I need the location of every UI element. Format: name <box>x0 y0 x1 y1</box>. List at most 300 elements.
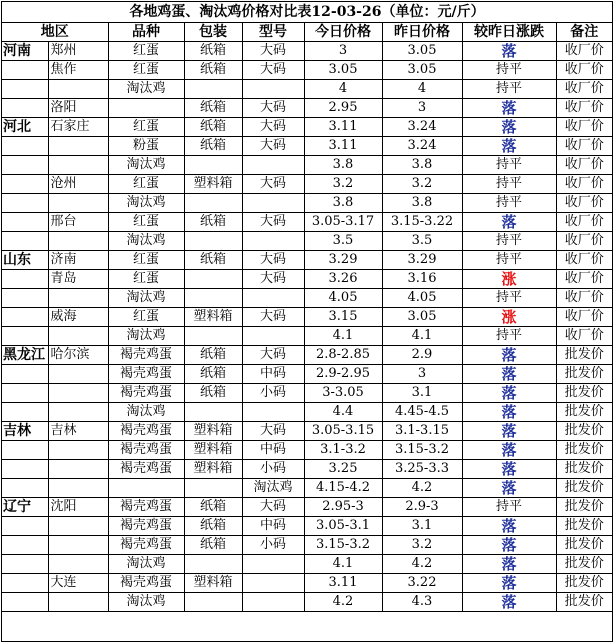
cell-yesterday-price: 2.9 <box>382 346 462 365</box>
table-row <box>2 422 612 441</box>
cell-pack: 塑料箱 <box>184 441 242 460</box>
cell-pack: 塑料箱 <box>184 460 242 479</box>
cell-city: 威海 <box>48 308 108 327</box>
cell-note: 收厂价 <box>556 61 612 80</box>
cell-pack: 纸箱 <box>184 346 242 365</box>
cell-city: 大连 <box>48 574 108 593</box>
cell-pack: 纸箱 <box>184 99 242 118</box>
cell-city <box>48 460 108 479</box>
cell-size: 大码 <box>242 346 304 365</box>
header-pack: 包装 <box>184 23 242 42</box>
cell-pack: 纸箱 <box>184 517 242 536</box>
cell-today-price: 3.2 <box>304 175 382 194</box>
header-change: 较昨日涨跌 <box>462 23 556 42</box>
cell-variety: 褐壳鸡蛋 <box>108 517 184 536</box>
cell-yesterday-price: 3 <box>382 365 462 384</box>
cell-city <box>48 289 108 308</box>
cell-change: 落 <box>462 365 556 384</box>
cell-province <box>2 536 48 555</box>
cell-yesterday-price: 3.1-3.15 <box>382 422 462 441</box>
cell-today-price: 4.1 <box>304 327 382 346</box>
cell-city <box>48 137 108 156</box>
cell-city: 石家庄 <box>48 118 108 137</box>
cell-city: 济南 <box>48 251 108 270</box>
cell-variety: 褐壳鸡蛋 <box>108 574 184 593</box>
cell-today-price: 3.26 <box>304 270 382 289</box>
cell-yesterday-price: 3.24 <box>382 118 462 137</box>
table-row <box>2 403 612 422</box>
cell-variety: 褐壳鸡蛋 <box>108 346 184 365</box>
table-row <box>2 536 612 555</box>
cell-pack: 纸箱 <box>184 61 242 80</box>
price-table <box>2 23 612 612</box>
cell-change: 落 <box>462 384 556 403</box>
cell-province <box>2 441 48 460</box>
cell-variety <box>108 479 184 498</box>
header-yesterday-price: 昨日价格 <box>382 23 462 42</box>
table-title: 各地鸡蛋、淘汰鸡价格对比表12-03-26（单位：元/斤） <box>2 2 612 23</box>
cell-pack: 纸箱 <box>184 384 242 403</box>
cell-yesterday-price: 3.24 <box>382 137 462 156</box>
cell-yesterday-price: 4.05 <box>382 289 462 308</box>
cell-note: 批发价 <box>556 479 612 498</box>
cell-pack <box>184 80 242 99</box>
cell-today-price: 4.15-4.2 <box>304 479 382 498</box>
table-row <box>2 441 612 460</box>
cell-city: 沧州 <box>48 175 108 194</box>
cell-size: 中码 <box>242 517 304 536</box>
cell-change: 落 <box>462 460 556 479</box>
cell-variety: 粉蛋 <box>108 137 184 156</box>
cell-province: 辽宁 <box>2 498 48 517</box>
cell-city <box>48 156 108 175</box>
cell-today-price: 3.5 <box>304 232 382 251</box>
cell-today-price: 4 <box>304 80 382 99</box>
cell-yesterday-price: 4.1 <box>382 327 462 346</box>
cell-province <box>2 308 48 327</box>
cell-yesterday-price: 3.05 <box>382 61 462 80</box>
cell-today-price: 4.2 <box>304 593 382 612</box>
cell-change: 落 <box>462 536 556 555</box>
table-row <box>2 61 612 80</box>
header-variety: 品种 <box>108 23 184 42</box>
cell-variety: 淘汰鸡 <box>108 194 184 213</box>
table-row <box>2 479 612 498</box>
cell-pack: 塑料箱 <box>184 422 242 441</box>
cell-note: 批发价 <box>556 403 612 422</box>
cell-yesterday-price: 3.15-3.2 <box>382 441 462 460</box>
cell-note: 批发价 <box>556 593 612 612</box>
cell-province <box>2 194 48 213</box>
cell-note: 收厂价 <box>556 270 612 289</box>
cell-change: 持平 <box>462 156 556 175</box>
cell-yesterday-price: 3 <box>382 99 462 118</box>
cell-city <box>48 517 108 536</box>
cell-size: 小码 <box>242 536 304 555</box>
cell-note: 批发价 <box>556 555 612 574</box>
cell-city <box>48 384 108 403</box>
table-row <box>2 42 612 61</box>
cell-change: 持平 <box>462 232 556 251</box>
cell-note: 批发价 <box>556 460 612 479</box>
cell-variety: 褐壳鸡蛋 <box>108 441 184 460</box>
cell-variety: 褐壳鸡蛋 <box>108 365 184 384</box>
cell-note: 批发价 <box>556 441 612 460</box>
cell-change: 落 <box>462 99 556 118</box>
cell-province <box>2 99 48 118</box>
cell-province <box>2 232 48 251</box>
cell-size: 大码 <box>242 422 304 441</box>
cell-variety: 淘汰鸡 <box>108 156 184 175</box>
cell-city: 青岛 <box>48 270 108 289</box>
cell-pack <box>184 555 242 574</box>
cell-pack <box>184 289 242 308</box>
cell-today-price: 3-3.05 <box>304 384 382 403</box>
cell-note: 批发价 <box>556 498 612 517</box>
cell-pack: 纸箱 <box>184 137 242 156</box>
cell-pack <box>184 479 242 498</box>
cell-variety: 红蛋 <box>108 175 184 194</box>
cell-yesterday-price: 3.16 <box>382 270 462 289</box>
cell-city: 哈尔滨 <box>48 346 108 365</box>
cell-province <box>2 175 48 194</box>
cell-city: 吉林 <box>48 422 108 441</box>
table-row <box>2 251 612 270</box>
cell-size: 大码 <box>242 118 304 137</box>
cell-size <box>242 327 304 346</box>
cell-variety <box>108 99 184 118</box>
cell-variety: 红蛋 <box>108 251 184 270</box>
cell-today-price: 2.95-3 <box>304 498 382 517</box>
cell-today-price: 3.05-3.15 <box>304 422 382 441</box>
cell-province: 河南 <box>2 42 48 61</box>
cell-province <box>2 403 48 422</box>
cell-change: 落 <box>462 593 556 612</box>
table-row <box>2 118 612 137</box>
cell-change: 涨 <box>462 270 556 289</box>
cell-pack: 纸箱 <box>184 251 242 270</box>
cell-pack <box>184 194 242 213</box>
cell-note: 收厂价 <box>556 232 612 251</box>
table-row <box>2 80 612 99</box>
cell-pack: 纸箱 <box>184 118 242 137</box>
cell-variety: 淘汰鸡 <box>108 80 184 99</box>
header-size: 型号 <box>242 23 304 42</box>
cell-today-price: 3.29 <box>304 251 382 270</box>
cell-variety: 红蛋 <box>108 42 184 61</box>
cell-yesterday-price: 3.2 <box>382 175 462 194</box>
cell-size <box>242 80 304 99</box>
cell-variety: 红蛋 <box>108 213 184 232</box>
cell-note: 批发价 <box>556 346 612 365</box>
cell-yesterday-price: 3.2 <box>382 536 462 555</box>
cell-size <box>242 194 304 213</box>
cell-city: 焦作 <box>48 61 108 80</box>
cell-province <box>2 365 48 384</box>
cell-size: 大码 <box>242 42 304 61</box>
cell-today-price: 4.1 <box>304 555 382 574</box>
cell-pack: 塑料箱 <box>184 175 242 194</box>
header-today-price: 今日价格 <box>304 23 382 42</box>
cell-yesterday-price: 3.22 <box>382 574 462 593</box>
cell-note: 收厂价 <box>556 213 612 232</box>
table-row <box>2 213 612 232</box>
cell-yesterday-price: 2.9-3 <box>382 498 462 517</box>
cell-change: 落 <box>462 555 556 574</box>
table-row <box>2 289 612 308</box>
cell-yesterday-price: 3.1 <box>382 517 462 536</box>
table-row <box>2 270 612 289</box>
cell-size: 大码 <box>242 251 304 270</box>
cell-pack <box>184 593 242 612</box>
cell-note: 收厂价 <box>556 251 612 270</box>
cell-city <box>48 80 108 99</box>
table-row <box>2 327 612 346</box>
cell-today-price: 3.15-3.2 <box>304 536 382 555</box>
cell-note: 批发价 <box>556 365 612 384</box>
cell-pack: 塑料箱 <box>184 574 242 593</box>
cell-variety: 淘汰鸡 <box>108 555 184 574</box>
cell-yesterday-price: 4.2 <box>382 555 462 574</box>
cell-variety: 淘汰鸡 <box>108 289 184 308</box>
table-row <box>2 384 612 403</box>
cell-change: 落 <box>462 137 556 156</box>
cell-province <box>2 289 48 308</box>
cell-change: 落 <box>462 479 556 498</box>
cell-size: 淘汰鸡 <box>242 479 304 498</box>
cell-change: 落 <box>462 42 556 61</box>
cell-pack: 纸箱 <box>184 42 242 61</box>
cell-size: 小码 <box>242 384 304 403</box>
cell-today-price: 2.9-2.95 <box>304 365 382 384</box>
cell-variety: 淘汰鸡 <box>108 232 184 251</box>
cell-province <box>2 593 48 612</box>
table-row <box>2 99 612 118</box>
cell-variety: 淘汰鸡 <box>108 403 184 422</box>
cell-variety: 红蛋 <box>108 118 184 137</box>
cell-change: 落 <box>462 517 556 536</box>
cell-today-price: 3 <box>304 42 382 61</box>
table-row <box>2 346 612 365</box>
cell-pack <box>184 270 242 289</box>
cell-province <box>2 517 48 536</box>
table-row <box>2 175 612 194</box>
cell-province: 黑龙江 <box>2 346 48 365</box>
cell-province: 河北 <box>2 118 48 137</box>
cell-city <box>48 403 108 422</box>
cell-pack <box>184 232 242 251</box>
cell-change: 落 <box>462 403 556 422</box>
cell-variety: 褐壳鸡蛋 <box>108 422 184 441</box>
cell-city: 沈阳 <box>48 498 108 517</box>
cell-yesterday-price: 4.45-4.5 <box>382 403 462 422</box>
cell-province <box>2 156 48 175</box>
price-table-document <box>1 1 613 642</box>
cell-yesterday-price: 3.25-3.3 <box>382 460 462 479</box>
cell-province <box>2 137 48 156</box>
cell-variety: 淘汰鸡 <box>108 593 184 612</box>
table-row <box>2 517 612 536</box>
cell-yesterday-price: 3.29 <box>382 251 462 270</box>
cell-today-price: 3.25 <box>304 460 382 479</box>
header-note: 备注 <box>556 23 612 42</box>
cell-size: 小码 <box>242 460 304 479</box>
cell-pack <box>184 156 242 175</box>
cell-today-price: 3.11 <box>304 137 382 156</box>
cell-size: 大码 <box>242 213 304 232</box>
cell-variety: 红蛋 <box>108 61 184 80</box>
cell-province <box>2 213 48 232</box>
cell-size: 大码 <box>242 498 304 517</box>
cell-change: 落 <box>462 441 556 460</box>
cell-size: 大码 <box>242 99 304 118</box>
cell-change: 持平 <box>462 61 556 80</box>
cell-pack: 纸箱 <box>184 498 242 517</box>
cell-city <box>48 327 108 346</box>
table-row <box>2 574 612 593</box>
cell-city <box>48 194 108 213</box>
cell-province <box>2 555 48 574</box>
cell-city: 邢台 <box>48 213 108 232</box>
cell-today-price: 3.8 <box>304 194 382 213</box>
cell-size: 大码 <box>242 175 304 194</box>
cell-size <box>242 555 304 574</box>
table-row <box>2 555 612 574</box>
cell-today-price: 3.15 <box>304 308 382 327</box>
cell-change: 落 <box>462 574 556 593</box>
cell-change: 落 <box>462 118 556 137</box>
cell-pack: 纸箱 <box>184 213 242 232</box>
cell-province <box>2 270 48 289</box>
cell-note: 收厂价 <box>556 137 612 156</box>
cell-variety: 褐壳鸡蛋 <box>108 498 184 517</box>
cell-province: 山东 <box>2 251 48 270</box>
cell-change: 持平 <box>462 251 556 270</box>
cell-note: 批发价 <box>556 384 612 403</box>
cell-yesterday-price: 3.1 <box>382 384 462 403</box>
cell-size: 中码 <box>242 441 304 460</box>
cell-province <box>2 460 48 479</box>
cell-note: 收厂价 <box>556 42 612 61</box>
cell-size <box>242 574 304 593</box>
cell-province: 吉林 <box>2 422 48 441</box>
cell-city <box>48 365 108 384</box>
cell-today-price: 3.05-3.1 <box>304 517 382 536</box>
cell-today-price: 3.8 <box>304 156 382 175</box>
cell-city: 洛阳 <box>48 99 108 118</box>
cell-variety: 褐壳鸡蛋 <box>108 460 184 479</box>
cell-city: 郑州 <box>48 42 108 61</box>
cell-note: 收厂价 <box>556 194 612 213</box>
table-row <box>2 156 612 175</box>
table-row <box>2 194 612 213</box>
cell-note: 批发价 <box>556 536 612 555</box>
cell-size: 大码 <box>242 308 304 327</box>
cell-today-price: 3.1-3.2 <box>304 441 382 460</box>
cell-size: 大码 <box>242 61 304 80</box>
cell-today-price: 3.11 <box>304 574 382 593</box>
cell-city <box>48 441 108 460</box>
cell-variety: 褐壳鸡蛋 <box>108 384 184 403</box>
cell-size: 中码 <box>242 365 304 384</box>
header-region: 地区 <box>2 23 108 42</box>
cell-pack: 塑料箱 <box>184 308 242 327</box>
cell-yesterday-price: 3.8 <box>382 156 462 175</box>
cell-note: 收厂价 <box>556 327 612 346</box>
cell-today-price: 4.4 <box>304 403 382 422</box>
cell-yesterday-price: 3.8 <box>382 194 462 213</box>
cell-change: 持平 <box>462 289 556 308</box>
cell-size <box>242 593 304 612</box>
table-row <box>2 137 612 156</box>
table-row <box>2 232 612 251</box>
cell-province <box>2 61 48 80</box>
cell-note: 批发价 <box>556 517 612 536</box>
table-row <box>2 308 612 327</box>
cell-note: 收厂价 <box>556 118 612 137</box>
cell-note: 收厂价 <box>556 308 612 327</box>
cell-city <box>48 555 108 574</box>
cell-variety: 褐壳鸡蛋 <box>108 536 184 555</box>
cell-yesterday-price: 4.2 <box>382 479 462 498</box>
cell-province <box>2 384 48 403</box>
cell-today-price: 2.8-2.85 <box>304 346 382 365</box>
cell-today-price: 3.05 <box>304 61 382 80</box>
cell-province <box>2 80 48 99</box>
cell-change: 涨 <box>462 308 556 327</box>
cell-note: 批发价 <box>556 422 612 441</box>
cell-province <box>2 327 48 346</box>
cell-pack: 纸箱 <box>184 365 242 384</box>
cell-note: 收厂价 <box>556 289 612 308</box>
cell-variety: 红蛋 <box>108 308 184 327</box>
cell-change: 落 <box>462 346 556 365</box>
cell-size <box>242 289 304 308</box>
cell-size <box>242 156 304 175</box>
cell-yesterday-price: 3.15-3.22 <box>382 213 462 232</box>
cell-size <box>242 403 304 422</box>
cell-yesterday-price: 3.5 <box>382 232 462 251</box>
cell-yesterday-price: 4 <box>382 80 462 99</box>
cell-change: 持平 <box>462 175 556 194</box>
cell-pack <box>184 327 242 346</box>
cell-province <box>2 479 48 498</box>
cell-note: 收厂价 <box>556 175 612 194</box>
table-row <box>2 365 612 384</box>
cell-change: 持平 <box>462 498 556 517</box>
cell-city <box>48 232 108 251</box>
table-row <box>2 498 612 517</box>
cell-variety: 淘汰鸡 <box>108 327 184 346</box>
cell-note: 收厂价 <box>556 99 612 118</box>
cell-yesterday-price: 4.3 <box>382 593 462 612</box>
cell-pack: 纸箱 <box>184 536 242 555</box>
cell-note: 收厂价 <box>556 80 612 99</box>
cell-size: 大码 <box>242 270 304 289</box>
cell-size <box>242 232 304 251</box>
cell-pack <box>184 403 242 422</box>
cell-today-price: 4.05 <box>304 289 382 308</box>
cell-change: 持平 <box>462 327 556 346</box>
cell-change: 落 <box>462 422 556 441</box>
cell-yesterday-price: 3.05 <box>382 42 462 61</box>
cell-change: 持平 <box>462 80 556 99</box>
cell-change: 持平 <box>462 194 556 213</box>
cell-change: 落 <box>462 213 556 232</box>
cell-city <box>48 536 108 555</box>
header-row <box>2 23 612 42</box>
cell-today-price: 2.95 <box>304 99 382 118</box>
